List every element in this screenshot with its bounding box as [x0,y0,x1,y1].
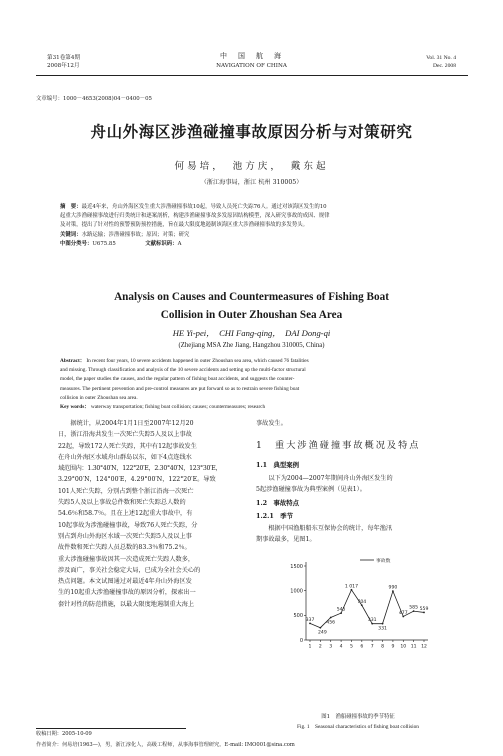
keywords-cn: 水路运输；涉渔碰撞事故；原因；对策；研究 [81,231,190,238]
x-tick-label: 2 [318,644,322,648]
abstract-en-line: measures. The pertinent prevention and pre-control measures are put forward so as to restrain severe fishing boat [60,385,300,392]
x-tick-label: 12 [421,644,427,648]
abstract-en-line: In recent four years, 10 severe accidents happened in outer Zhoushan sea area, which caused 76 fatalities [86,358,309,364]
title-en-line2: Collision in Outer Zhoushan Sea Area [160,309,343,321]
abstract-cn [60,203,440,249]
clc-number: U675.85 [92,240,116,247]
body-line: 以下为2004—2007年期间舟山外海区发生的 [256,475,393,482]
doc-code-label: 文献标识码： [145,240,178,247]
journal-name-cn: 中 国 航 海 [220,52,283,60]
data-label: 1 017 [344,584,359,590]
keywords-en-label: Key words： [60,404,90,411]
data-point [382,623,384,625]
clc-label: 中图分类号： [60,240,93,247]
body-right-first-line: 事故发生。 [256,420,287,427]
data-label: 990 [388,585,398,591]
abstract-cn-line: 及对策，提出了针对性的预警预防预控措施，旨在最大限度地遏制该海区重大涉渔碰撞事故的多发势头。 [60,222,308,229]
article-id: 文章编号：1000－4653(2008)04－0400－05 [36,96,152,102]
x-tick-label: 11 [410,644,417,648]
section-1-heading: 1 重大涉渔碰撞事故概况及特点 [256,440,421,451]
y-tick-label: 0 [299,637,303,644]
keywords-en: waterway transportation; fishing boat collision; causes; countermeasures; research [90,404,266,411]
journal-volume: 第31卷第4期 [47,55,81,61]
title-en-line1: Analysis on Causes and Countermeasures of Fishing Boat [114,291,389,303]
body-line: 10起事故为涉渔碰撞事故，导致76人死亡失踪，分 [58,521,198,529]
keywords-cn-label: 关键词： [60,231,82,238]
body-line: 套针对性的防范措施，以最大限度地遏制重大海上 [58,600,195,608]
legend-label: 事故数 [376,559,391,564]
body-line: 热点问题。本文试图通过对最近4年舟山外海区发 [58,578,192,586]
data-point [330,617,332,619]
body-line: 101人死亡失踪，分别占到整个浙江沿海一次死亡 [58,487,194,495]
journal-issue-en: Vol. 31 No. 4 [426,55,456,61]
journal-date: 2008年12月 [47,63,80,69]
x-tick-label: 3 [329,644,333,648]
doc-code: A [177,240,182,247]
journal-name-en: NAVIGATION OF CHINA [216,63,287,69]
body-line: 22起，导致172人死亡失踪，其中有12起事故发生 [58,442,197,450]
data-label: 545 [336,607,346,613]
body-left-column [58,418,270,610]
section-1-2-heading: 1.2 事故特点 [256,499,300,507]
section-1-1-heading: 1.1 典型案例 [256,461,300,469]
figure-caption-cn: 图1 渔船碰撞事故的季节特征 [321,714,395,720]
data-label: 331 [378,626,387,632]
affiliation-en: (Zhejiang MSA Zhe Jiang, Hangzhou 310005, China) [178,342,325,349]
title-cn: 舟山外海区涉渔碰撞事故原因分析与对策研究 [90,122,413,141]
x-tick-label: 5 [349,644,353,648]
header-rule [36,75,468,76]
body-line: 54.6％和58.7％。且在上述12起重大事故中，有 [58,510,193,518]
abstract-cn-line: 最近4年来，舟山外海区发生重大涉渔碰撞事故10起，导致人员死亡失踪76人。通过对该海区发生的10 [81,204,327,210]
body-line: 在舟山外海区水域舟山群岛以东，如下4点连线水 [58,453,192,461]
abstract-en-label: Abstract： [60,358,86,364]
x-tick-label: 1 [308,644,312,648]
body-line: 据统计，从2004年1月1日至2007年12月20 [58,420,194,427]
journal-date-en: Dec. 2008 [433,63,456,69]
figure-caption-en: Fig. 1 Seasonal characteristics of fishing boat collision [296,724,419,730]
data-label: 456 [326,620,336,626]
data-label: 704 [357,599,367,605]
body-line: 涉及面广，事关社会稳定大局，已成为全社会关心的 [58,566,201,574]
y-tick-label: 500 [293,613,303,620]
data-label: 337 [305,617,315,623]
footnote-rule [36,728,186,729]
data-label: 477 [398,610,408,616]
body-line: 日，浙江沿海共发生一次死亡失踪5人及以上事故 [58,431,192,439]
section-1-2-1-heading: 1.2.1 季节 [256,512,293,520]
body-line: 3.29°00′N，124°00′E，4.29°00′N，122°20′E。导致 [58,476,216,484]
seasonal-accident-chart [278,556,438,648]
affiliation-cn: （浙江海事局，浙江 杭州 310005） [200,179,303,186]
body-line: 域范围内：1.30°40′N，122°20′E，2.30°40′N，123°30′E， [58,465,222,473]
abstract-en-line: and missing. Through classification and analysis of the 10 severe accidents and setting up the multi-factor structural [60,367,306,374]
x-tick-label: 6 [360,644,364,648]
body-line: 故件数和死亡失踪人员总数的83.3％和75.2％。 [58,544,191,552]
x-tick-label: 10 [400,644,407,648]
section-1-1-body [256,473,456,496]
abstract-en-line: collision in outer Zhoushan sea area. [60,394,138,401]
data-label: 249 [317,630,327,636]
x-tick-label: 9 [391,644,395,648]
x-tick-label: 4 [339,644,343,648]
data-label: 585 [409,605,419,611]
footnote-author: 作者简介：何易培(1963—)，男，浙江淳化人，高级工程师，从事海事管理研究。E-mail: IMO001@sina.com [36,742,295,748]
abstract-cn-label: 摘 要： [60,204,82,210]
authors-cn: 何易培， 池方庆， 戴东起 [174,161,329,172]
body-line: 失踪5人及以上事故总件数和死亡失踪总人数的 [58,499,186,507]
y-tick-label: 1500 [290,563,303,570]
data-point [319,627,321,629]
data-label: 331 [367,618,377,624]
section-1-2-1-body [256,523,456,546]
footnote-received: 收稿日期：2005-10-09 [36,731,92,737]
x-tick-label: 7 [370,644,374,648]
abstract-en-line: model, the paper studies the causes, and the regular pattern of fishing boat accidents, and suggests the counter- [60,376,295,383]
body-line: 生的10起重大涉渔碰撞事故的原因分析，探索出一 [58,589,196,597]
data-label: 559 [419,606,429,612]
body-line: 重大涉渔碰撞事故因其一次造成死亡失踪人数多， [58,555,195,563]
body-line: 5起涉渔碰撞事故为典型案例（见表1）。 [256,486,366,494]
body-line: 别占到舟山外海区水域一次死亡失踪5人及以上事 [58,532,192,540]
abstract-cn-line: 起重大涉渔碰撞事故进行归类统计和逐案剖析，构建涉渔碰撞事故多发原因结构模型，深入研究事故的成因、规律 [60,213,330,220]
authors-en: HE Yi-pei， CHI Fang-qing， DAI Dong-qi [172,328,331,338]
abstract-en [60,357,442,412]
x-tick-label: 8 [381,644,385,648]
body-line: 根据中国渔船船东互保协会的统计，每年渔汛 [256,525,393,532]
body-line: 期事故最多，见图1。 [256,536,316,544]
y-tick-label: 1000 [290,588,303,595]
